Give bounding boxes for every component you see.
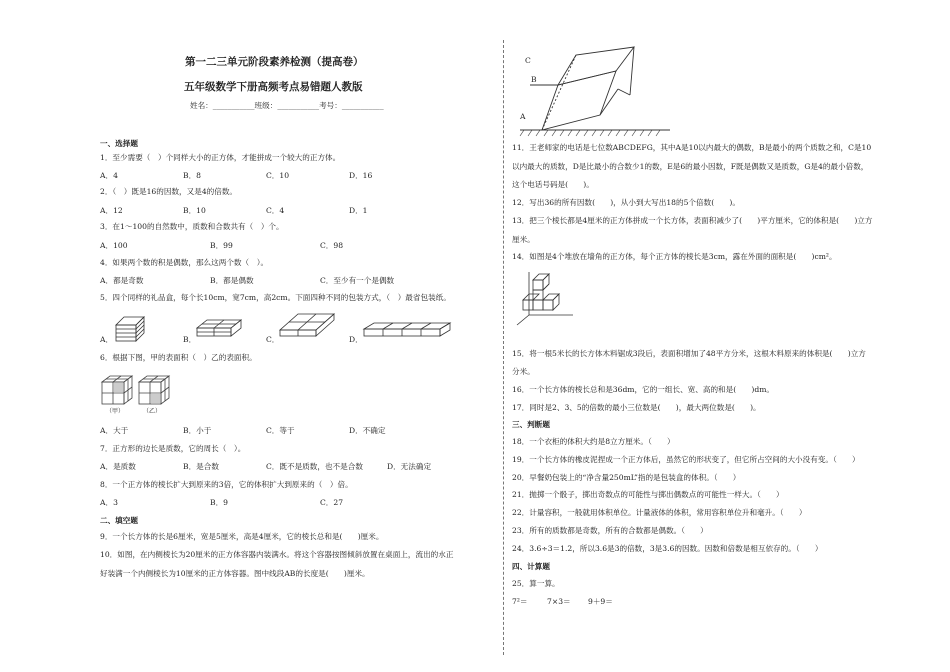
question-2: 2．（ ）既是16的因数，又是4的倍数。 xyxy=(100,187,238,196)
q3-option-a[interactable]: A．100 xyxy=(100,241,128,250)
question-8: 8．一个正方体的棱长扩大到原来的3倍，它的体积扩大到原来的（ ）倍。 xyxy=(100,480,353,489)
q7-option-c[interactable]: C．既不是质数，也不是合数 xyxy=(266,462,363,471)
question-22: 22．计量容积，一般就用体积单位。计量液体的体积，常用容积单位升和毫升。（ ） xyxy=(512,508,807,517)
cube-figure-jia xyxy=(100,374,134,406)
figure-point-b: B xyxy=(531,75,537,84)
question-13-line-2: 厘米。 xyxy=(512,235,535,244)
calc-item-1[interactable]: 7²＝ xyxy=(512,597,528,606)
question-11-line-3: 这个电话号码是( )。 xyxy=(512,180,594,189)
q2-option-c[interactable]: C．4 xyxy=(266,206,285,215)
question-19: 19．一个长方体的橡皮泥捏成一个正方体后，虽然它的形状变了，但它所占空间的大小没有变。（ ） xyxy=(512,455,860,464)
q6-option-c[interactable]: C．等于 xyxy=(266,426,295,435)
q5-option-c[interactable]: C． xyxy=(266,335,280,344)
q4-option-b[interactable]: B．都是偶数 xyxy=(210,276,254,285)
question-3: 3．在1～100的自然数中，质数和合数共有（ ）个。 xyxy=(100,222,284,231)
tilted-container-figure xyxy=(520,45,670,137)
question-11-line-2: 以内最大的质数，D是比最小的合数少1的数，E是6的最小因数，F既是偶数又是质数，G是4的最小倍数， xyxy=(512,162,869,171)
question-20: 20．早餐奶包装上的“净含量250mL”指的是包装盒的体积。（ ） xyxy=(512,473,741,482)
package-figure-c xyxy=(278,312,336,340)
question-17: 17．同时是2、3、5的倍数的最小三位数是( )，最大两位数是( )。 xyxy=(512,403,761,412)
q3-option-b[interactable]: B．99 xyxy=(210,241,233,250)
question-7: 7．正方形的边长是质数，它的周长（ ）。 xyxy=(100,444,246,453)
calc-item-3[interactable]: 9＋9＝ xyxy=(588,597,613,606)
question-9: 9．一个长方体的长是6厘米，宽是5厘米，高是4厘米，它的棱长总和是( )厘米。 xyxy=(100,532,384,541)
question-1: 1．至少需要（ ）个同样大小的正方体，才能拼成一个较大的正方体。 xyxy=(100,153,341,162)
q5-option-d[interactable]: D． xyxy=(349,335,363,344)
q7-option-b[interactable]: B．是合数 xyxy=(183,462,219,471)
question-18: 18．一个衣柜的体积大约是8立方厘米。（ ） xyxy=(512,437,675,446)
question-10-line-2: 好装满一个内侧棱长为10厘米的正方体容器。图中线段AB的长度是( )厘米。 xyxy=(100,569,370,578)
q6-option-d[interactable]: D．不确定 xyxy=(349,426,386,435)
question-15-line-1: 15．将一根5米长的长方体木料锯成3段后，表面积增加了48平方分米，这根木料原来的体积是( )立方 xyxy=(512,349,866,358)
corner-cubes-figure xyxy=(515,270,575,328)
q4-option-c[interactable]: C．至少有一个是偶数 xyxy=(320,276,395,285)
paper-title: 第一二三单元阶段素养检测（提高卷） xyxy=(185,56,364,68)
paper-subtitle: 五年级数学下册高频考点易错题人教版 xyxy=(184,81,363,93)
section-choice-heading: 一、选择题 xyxy=(100,139,138,148)
question-5: 5．四个同样的礼品盒，每个长10cm，宽7cm，高2cm。下面四种不同的包装方式，（ ）最省包装纸。 xyxy=(100,293,451,302)
q7-option-d[interactable]: D．无法确定 xyxy=(387,462,432,471)
q2-option-b[interactable]: B．10 xyxy=(183,206,206,215)
q1-option-a[interactable]: A．4 xyxy=(100,171,118,180)
question-10-line-1: 10．如图，在内侧棱长为20厘米的正方体容器内装满水。将这个容器按图倾斜放置在桌面上，流出的水正 xyxy=(100,550,454,559)
question-16: 16．一个长方体的棱长总和是36dm，它的一组长、宽、高的和是( )dm。 xyxy=(512,385,774,394)
question-15-line-2: 分米。 xyxy=(512,367,535,376)
figure-label-yi: （乙） xyxy=(143,408,162,415)
figure-point-a: A xyxy=(520,112,526,121)
q6-option-a[interactable]: A．大于 xyxy=(100,426,129,435)
q7-option-a[interactable]: A．是质数 xyxy=(100,462,136,471)
question-14: 14．如图是4个堆放在墙角的正方体，每个正方体的棱长是3cm，露在外面的面积是( )cm²。 xyxy=(512,252,837,261)
q8-option-b[interactable]: B．9 xyxy=(210,498,229,507)
figure-label-jia: （甲） xyxy=(106,408,125,415)
q4-option-a[interactable]: A．都是奇数 xyxy=(100,276,144,285)
question-11-line-1: 11．王老师家的电话是七位数ABCDEFG，其中A是10以内最大的偶数，B是最小的两个质数之和，C是10 xyxy=(512,143,872,152)
q5-option-b[interactable]: B． xyxy=(183,335,197,344)
question-12: 12．写出36的所有因数( )，从小到大写出18的5个倍数( )。 xyxy=(512,198,740,207)
question-25: 25．算一算。 xyxy=(512,579,560,588)
column-divider xyxy=(503,40,504,655)
calc-item-2[interactable]: 7×3＝ xyxy=(547,597,571,606)
question-21: 21．抛掷一个骰子，掷出奇数点的可能性与掷出偶数点的可能性一样大。（ ） xyxy=(512,490,784,499)
q1-option-c[interactable]: C．10 xyxy=(266,171,290,180)
student-info-line[interactable]: 姓名：___________班级：___________考号：___________ xyxy=(190,101,384,110)
question-4: 4．如果两个数的积是偶数，那么这两个数（ ）。 xyxy=(100,258,269,267)
section-fill-heading: 二、填空题 xyxy=(100,516,138,525)
q6-option-b[interactable]: B．小于 xyxy=(183,426,212,435)
cube-figure-yi xyxy=(137,374,171,406)
question-23: 23．所有的质数都是奇数，所有的合数都是偶数。（ ） xyxy=(512,526,708,535)
figure-point-c: C xyxy=(525,56,531,65)
question-24: 24．3.6÷3＝1.2，所以3.6是3的倍数，3是3.6的因数。因数和倍数是相互依存的。（ ） xyxy=(512,544,823,553)
package-figure-a xyxy=(114,313,146,343)
q2-option-a[interactable]: A．12 xyxy=(100,206,123,215)
question-13-line-1: 13．把三个棱长都是4厘米的正方体拼成一个长方体，表面积减少了( )平方厘米，它的体积是( )立方 xyxy=(512,216,873,225)
package-figure-d xyxy=(362,321,452,339)
section-judge-heading: 三、判断题 xyxy=(512,420,550,429)
q2-option-d[interactable]: D．1 xyxy=(349,206,368,215)
q8-option-c[interactable]: C．27 xyxy=(320,498,344,507)
q5-option-a[interactable]: A． xyxy=(100,335,114,344)
q1-option-d[interactable]: D．16 xyxy=(349,171,373,180)
q1-option-b[interactable]: B．8 xyxy=(183,171,202,180)
question-6: 6．根据下图，甲的表面积（ ）乙的表面积。 xyxy=(100,353,257,362)
package-figure-b xyxy=(195,318,243,340)
q3-option-c[interactable]: C．98 xyxy=(320,241,344,250)
q8-option-a[interactable]: A．3 xyxy=(100,498,118,507)
section-calc-heading: 四、计算题 xyxy=(512,562,550,571)
